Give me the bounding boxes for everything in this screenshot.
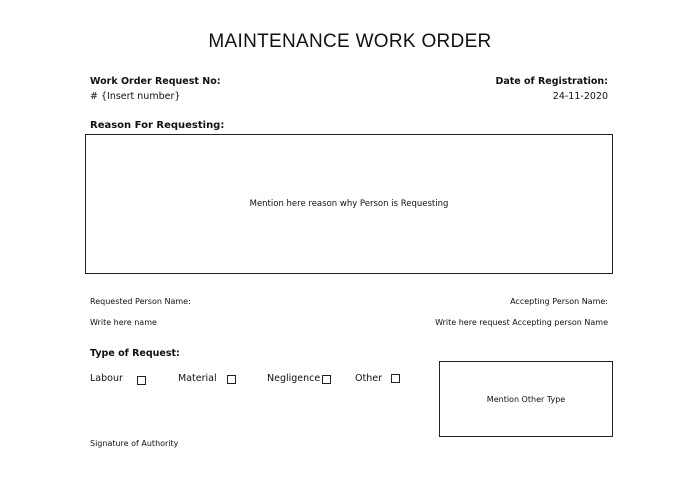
accepting-person-label: Accepting Person Name: bbox=[510, 297, 608, 306]
reason-label: Reason For Requesting: bbox=[90, 120, 225, 131]
reason-placeholder: Mention here reason why Person is Requesting bbox=[249, 199, 449, 209]
type-of-request-label: Type of Request: bbox=[90, 348, 180, 359]
work-order-label: Work Order Request No: bbox=[90, 76, 221, 87]
work-order-number[interactable]: # {Insert number} bbox=[90, 91, 181, 102]
option-negligence-label: Negligence bbox=[267, 373, 321, 384]
other-checkbox[interactable] bbox=[391, 374, 400, 383]
other-type-field[interactable] bbox=[439, 361, 613, 437]
accepting-person-name[interactable]: Write here request Accepting person Name bbox=[435, 318, 608, 327]
registration-date-label: Date of Registration: bbox=[495, 76, 608, 87]
signature-label: Signature of Authority bbox=[90, 439, 179, 448]
negligence-checkbox[interactable] bbox=[322, 375, 331, 384]
requested-person-label: Requested Person Name: bbox=[90, 297, 191, 306]
option-material-label: Material bbox=[178, 373, 217, 384]
other-type-placeholder: Mention Other Type bbox=[486, 394, 566, 404]
reason-field[interactable] bbox=[85, 134, 613, 274]
page-title: MAINTENANCE WORK ORDER bbox=[208, 31, 492, 52]
option-other-label: Other bbox=[355, 373, 382, 384]
requested-person-name[interactable]: Write here name bbox=[90, 318, 157, 327]
material-checkbox[interactable] bbox=[227, 375, 236, 384]
labour-checkbox[interactable] bbox=[137, 376, 146, 385]
registration-date[interactable]: 24-11-2020 bbox=[552, 91, 608, 102]
option-labour-label: Labour bbox=[90, 373, 123, 384]
